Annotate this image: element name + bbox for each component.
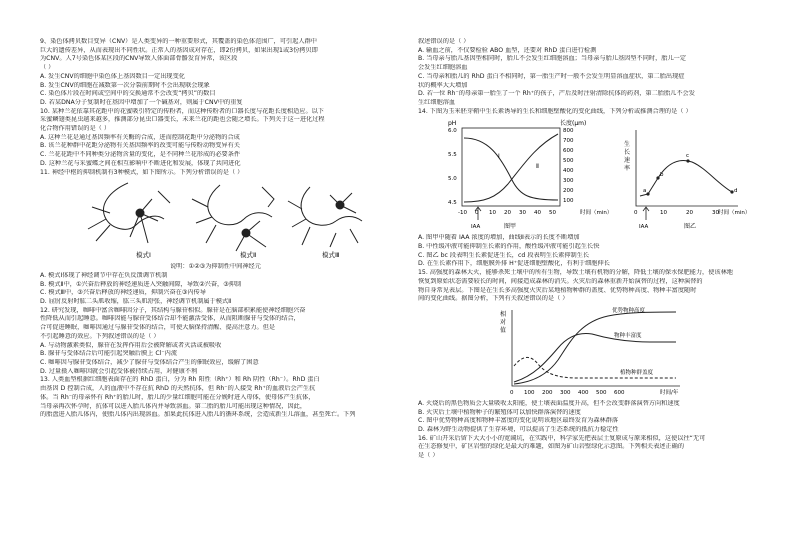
legend-plant-coverage: 植物种群盖度: [620, 369, 654, 376]
text-line: 叙述错误的是（ ）: [418, 38, 470, 45]
chart1-ytick-right: 600: [563, 148, 574, 155]
text-line: 性降低从而引起睡意。咖啡因能与腺苷受体结合却不能激活受体，从而阻断腺苷与受体的结合，: [40, 315, 300, 323]
text-line: C. 模式Ⅲ中，③兴奋后释放的神经递质，抑制兴奋在③内传导: [40, 289, 206, 297]
text-line: A. 输血之前，不仅要检验 ABO 血型，还要对 RhD 蛋白进行检测: [418, 46, 597, 54]
chart3-xtick: 100: [524, 389, 535, 396]
text-line: C. 兰花花距中不同种类分泌物含量的变化，是不同种兰花形成的必要条件: [40, 151, 241, 159]
chart2-xtick: 10: [660, 210, 667, 217]
text-line: 采蜜鳞翅类昆虫越来越多，推测部分昆虫口器变长，未来兰花的距也会随之增长。下列关于这一进化过程: [40, 116, 325, 124]
text-line: D. 过量摄入咖啡因就会引起受体被持续占用，对健康不利: [40, 367, 198, 375]
text-line: 16. 矿山开采后留下大大小小的宽阔坑，在实践中，科学家先把表层土复原成与原来相似，这使以往“无可: [418, 434, 706, 442]
text-line: 当母亲再次怀孕时，抗体可以进入胎儿体内并导致溶血。第二胎的胎儿可能出现这种情况，因此，: [40, 402, 307, 410]
mode-2-label: 模式Ⅱ: [240, 251, 257, 260]
text-line: （ ）: [40, 64, 55, 72]
text-line: D. 在生长素作用下，细胞膜外排 H⁺促进细胞壁酸化，有利于细胞伸长: [418, 260, 610, 268]
right-text-a: [418, 38, 763, 116]
chart1-ytick-left: 6.0: [448, 128, 457, 135]
text-line: 会发生红细胞溶血: [418, 64, 468, 72]
text-line: 物自身常见表层。下图是在生长多高强度火灾后某地植物种群的盖度、优势物种高度、物种丰富度随时: [418, 286, 697, 294]
figure-caption: 说明：①②③为抑制性中间神经元: [170, 263, 261, 271]
chart1-xtick: 10: [489, 210, 496, 217]
text-line: D. 若某DNA分子复制时在基因中增加了一个碱基对，则属于CNV中的重复: [40, 98, 243, 106]
chart1-ytick-left: 5.5: [448, 152, 457, 159]
text-line: B. 中性缓冲液可能抑制生长素的作用，酸性缓冲液可能引起生长快: [418, 243, 600, 251]
chart1-ytick-right: 300: [563, 178, 574, 185]
text-line: C. 染色体片段在时间或空间中的交换通常不会改变“拷贝”的数目: [40, 90, 216, 98]
legend-species-richness: 物种丰富度: [614, 332, 642, 339]
chart1-ytick-left: 4.5: [448, 200, 457, 207]
text-line: D. 屈肘反射时肱二头肌收缩，肱三头肌舒张，神经调节机制属于模式Ⅱ: [40, 298, 232, 306]
text-line: 11. 神经中枢的抑制机制有3种模式，如下图所示。下列分析错误的是（ ）: [40, 168, 244, 176]
chart1-xtick: 40: [534, 210, 541, 217]
text-line: D. 若一位 Rh⁻的母亲第一胎生了一个 Rh⁺的孩子，产后及时注射清除抗体的药剂，第二胎胎儿不会发: [418, 90, 695, 98]
chart1-curve-2: [464, 134, 558, 202]
chart3-xtick: 300: [560, 389, 571, 396]
right-column: [418, 38, 763, 461]
text-line: 10. 某种兰花依靠其花距中的花蜜吸引特定的传粉者，而这种传粉者的口器长度与花距长度相适应。以下: [40, 107, 325, 115]
chart1-xtick: 30: [519, 210, 526, 217]
text-line: 为CNV。人7号染色体某区段的CNV导致人体面部骨骼发育异常，该区段: [40, 55, 238, 63]
text-line: 13. 人类血型根据红细胞表面存在的 RhD 蛋白，分为 Rh 阳性（Rh⁺）和 Rh 阴性（Rh⁻）。RhD 蛋白: [40, 376, 320, 384]
chart2-point-label: d: [734, 188, 738, 195]
chart2-ylabel: 速: [624, 157, 631, 165]
chart1-ytick-right: 800: [563, 128, 574, 135]
chart1-ytick-right: 700: [563, 138, 574, 145]
chart2-xlabel: 时间（min）: [718, 210, 751, 217]
text-line: 的胎盘进入胎儿体内，使胎儿体内出现溶血。加果此抗体进入胎儿的循环系统，会造成新生儿溶血，甚至死亡。下列: [40, 411, 356, 419]
chart2-ylabel: 长: [624, 149, 631, 157]
text-line: 生红细胞溶血: [418, 98, 456, 106]
text-line: 体。当 Rh⁻的母亲怀有 Rh⁺的胎儿时，胎儿的少量红细胞可能在分娩时进入母体，使母体产生抗体，: [40, 393, 315, 401]
chart1-arrow-label: IAA: [471, 224, 481, 231]
text-line: 巨大的遗传差异，从而表现出不同性状。正常人的基因成对存在，即2份拷贝，如果出现1或3份拷贝即: [40, 46, 318, 54]
chart2-point: [646, 193, 649, 196]
text-line: 12. 研究发现，咖啡中富含咖啡因分子，其结构与腺苷相似。腺苷是在脑部积累能使神经细胞兴奋: [40, 306, 306, 314]
chart1-ytick-right: 100: [563, 198, 574, 205]
text-line: D. 这种兰花与采蜜蝶之间在相互影响中不断进化和发展，体现了共同进化: [40, 159, 241, 167]
right-text-c: [418, 400, 763, 461]
text-line: A. 火烧后的黑色物质会大量吸收太阳能，使土壤表面温度升高，但不会改变群落演替方向和速度: [418, 399, 680, 407]
chart1-curve-label: Ⅰ: [498, 153, 500, 161]
chart1-ytick-right: 200: [563, 188, 574, 195]
text-line: C. 当母亲和胎儿的 RhD 蛋白不相同时，第一胎生产时一般不会发生明显溶血症状，第二胎出现症: [418, 72, 685, 80]
text-line: 恢复到原始状态需要较长的时间，间接造成森林的消失。火灾后的森林重新开始演替的过程，这种演替的: [418, 277, 703, 285]
left-text-a: [40, 38, 385, 177]
chart2-arrow-label: IAA: [639, 224, 649, 231]
chart3-xtick: 0: [510, 389, 514, 396]
chart3-xlabel: 时间/年: [660, 389, 679, 396]
chart3-xtick: 600: [614, 389, 625, 396]
chart-jia: [448, 119, 612, 230]
text-line: 由基因 D 控制合成，人的血液中不存在抗 RhD 的天然抗体，但 Rh⁻的人接受 Rh⁺的血液后会产生抗: [40, 385, 316, 393]
text-line: A. 与动物激素类似，腺苷在发挥作用后会被降解或者灭活或被吸收: [40, 341, 222, 349]
text-line: 不引起睡意的效应。下列叙述错误的是（ ）: [40, 332, 160, 340]
chart3-ylabel: 对: [500, 318, 507, 326]
chart1-xtick: 50: [549, 210, 556, 217]
left-column: [40, 38, 385, 420]
neuron-diagram: [40, 177, 385, 263]
chart2-ylabel: 率: [624, 165, 631, 173]
chart3-ylabel: 值: [500, 326, 507, 334]
chart2-ylabel: 生: [624, 141, 631, 149]
chart1-ytick-left: 5.0: [448, 176, 457, 183]
text-line: C. 图乙 bc 段表明生长素促进生长，cd 段表明生长素抑制生长: [418, 251, 590, 259]
left-text-b: [40, 272, 385, 420]
text-line: B. 模式Ⅱ中，①兴奋后释放的神经递质进入突触间隙，导致②兴奋，③抑制: [40, 280, 242, 288]
text-line: 15. 高强度的森林大火，能够杀死土壤中的所有生物，导致土壤有机物的分解，降低土壤的保水保肥能力，使该林地: [418, 269, 733, 277]
chart2-xtick: 20: [686, 210, 693, 217]
chart1-xtick: -10: [458, 210, 467, 217]
chart3-ylabel: 相: [500, 310, 507, 318]
text-line: 在生态修复中，矿区岩壁的绿化是最大的难题，如图为矿山岩壁绿化示意图。下列相关表述正确的: [418, 443, 685, 451]
chart3-xtick: 500: [596, 389, 607, 396]
chart1-xtick: 20: [504, 210, 511, 217]
chart2-xtick: 0: [634, 210, 638, 217]
chart1-ylabel-left: pH: [448, 120, 457, 128]
text-line: 9、染色体拷贝数目变异（CNV）是人类变异的一种重要形式，其覆盖的染色体范围广，可引起人群中: [40, 38, 317, 45]
chart1-ytick-right: 500: [563, 158, 574, 165]
iaa-arrow-icon: [643, 207, 649, 220]
legend-dominant-height: 优势物种高度: [612, 307, 646, 314]
text-line: B. 该兰花种群中花距分泌物有关基因频率的改变可能与传粉动物变异有关: [40, 142, 240, 150]
succession-chart: [418, 304, 763, 400]
chart1-caption: 图甲: [504, 223, 517, 231]
chart2-xtick: 30: [712, 210, 719, 217]
mode-1-label: 模式Ⅰ: [136, 251, 151, 260]
chart1-curve-label: Ⅱ: [536, 163, 539, 171]
text-line: A. 模式Ⅰ体现了神经调节中存在负反馈调节机制: [40, 271, 168, 279]
text-line: A. 这种兰花是通过基因频率有关酶的合成，进而控制花距中分泌物的合成: [40, 133, 240, 141]
chart1-ytick-right: 400: [563, 168, 574, 175]
chart1-ylabel-right: 长度(μm): [560, 120, 587, 128]
chart1-curve-1: [464, 138, 558, 200]
text-line: 14. 下图为玉米胚芽鞘中生长素诱导的生长和细胞壁酸化的变化曲线，下列分析或推测合理的是（ ）: [418, 107, 692, 115]
text-line: B. 腺苷与受体结合后可能引起突触后膜上 Cl⁻内流: [40, 350, 178, 358]
text-line: D. 森林为野生动物提供了生存环境，可以提高了生态系统的抵抗力稳定性: [418, 426, 619, 434]
mode-3-label: 模式Ⅲ: [322, 251, 340, 260]
chart2-caption: 图乙: [684, 223, 697, 231]
text-line: C. 咖啡因与腺苷受体结合，减少了腺苷与受体结合产生的催眠效应，缓解了困意: [40, 358, 259, 366]
text-line: A. 图甲中随着 IAA 浓度的增加，曲线Ⅱ表示的长度不断增加: [418, 234, 580, 242]
text-line: 状的概率大大增加: [418, 81, 468, 89]
text-line: 化合物作用错误的是（ ）: [40, 125, 111, 133]
chart2-point-label: a: [643, 188, 647, 195]
text-line: B. 当母亲与胎儿基因型相同时，胎儿不会发生红细胞溶血；当母亲与胎儿基因型不同时，胎儿一定: [418, 55, 687, 63]
text-line: 间的变化曲线。据图分析，下列有关叙述错误的是（ ）: [418, 295, 569, 303]
chart1-xlabel: 时间（min）: [580, 210, 613, 217]
chart2-point: [686, 160, 689, 163]
chart2-point-label: b: [660, 172, 664, 179]
chart3-xtick: 400: [578, 389, 589, 396]
text-line: C. 图中优势物种高度和物种丰富度的变化说明该地区最终发育为森林群落: [418, 417, 619, 425]
chart3-xtick: 200: [542, 389, 553, 396]
chart2-curve: [640, 161, 732, 196]
text-line: B. 发生CNV的细胞在减数第一次分裂前期时不会出现联会现象: [40, 81, 210, 89]
growth-charts: [418, 116, 763, 234]
chart-yi: [624, 130, 750, 230]
text-line: 是（ ）: [418, 452, 439, 460]
text-line: A. 发生CNV的细胞中染色体上基因数目一定出现变化: [40, 72, 185, 80]
text-line: B. 火灾后土壤中植物种子的繁殖体可以加快群落演替的速度: [418, 408, 581, 416]
text-line: 合可促进睡眠，咖啡因通过与腺苷受体的结合，可使大脑保持清醒、提高注意力。但是: [40, 324, 276, 332]
chart2-point-label: c: [686, 153, 690, 160]
right-text-b: [418, 234, 763, 304]
chart1-xtick: 0: [475, 210, 479, 217]
